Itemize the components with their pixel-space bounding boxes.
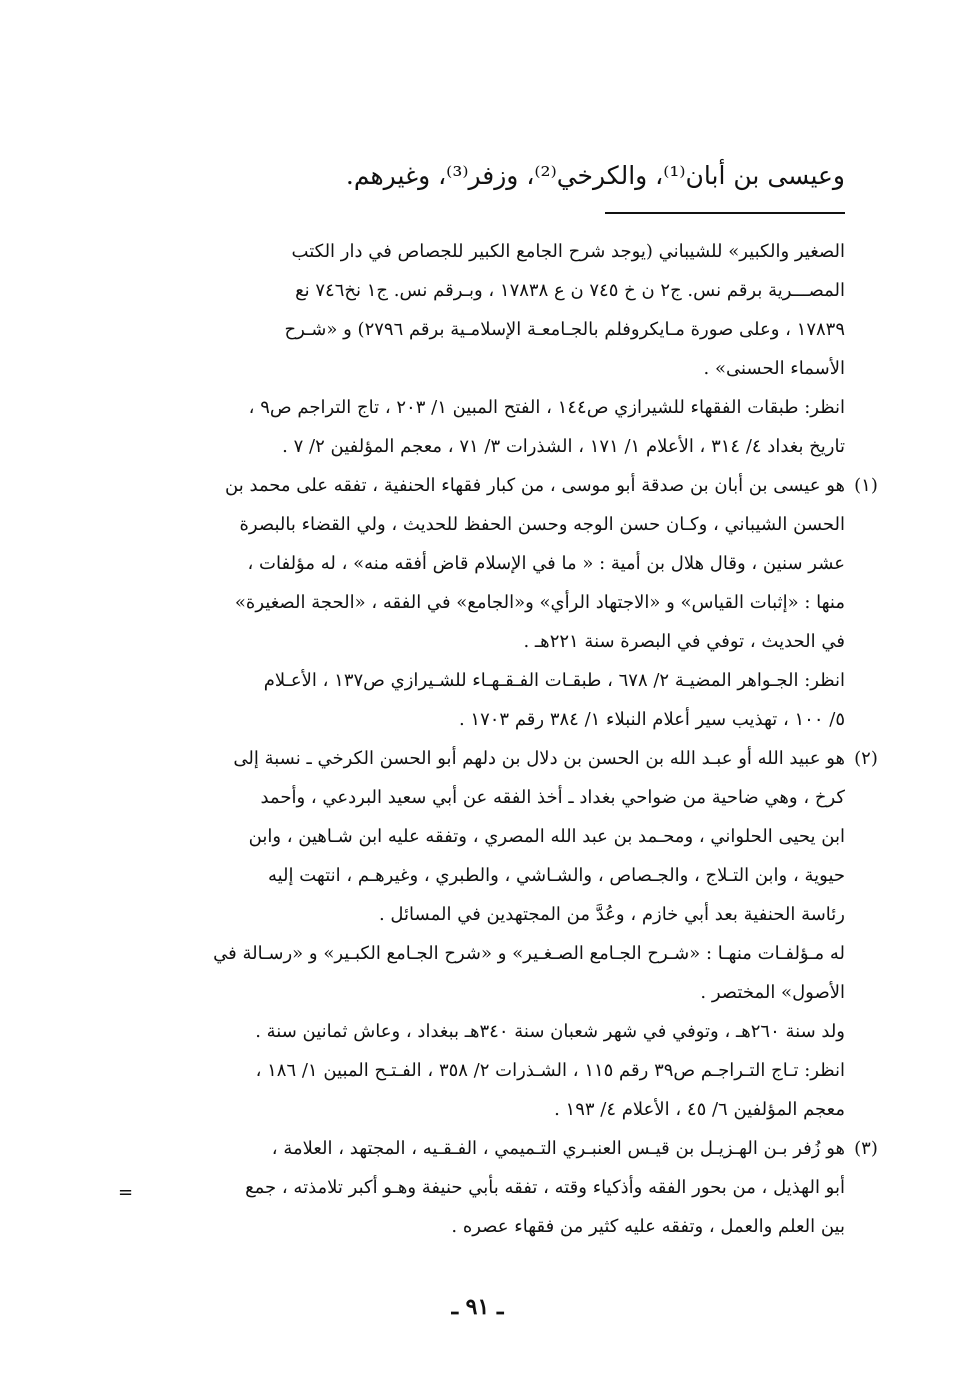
footnote-line: معجم المؤلفين ٦/ ٤٥ ، الأعلام ٤/ ١٩٣ . <box>554 1099 845 1120</box>
footnote-3 <box>100 1129 878 1246</box>
main-text-line: وعيسى بن أبان⁽¹⁾، والكرخي⁽²⁾، وزفر⁽³⁾، وغيرهم. <box>345 161 845 190</box>
footnote-line: الصغير والكبير» للشيباني (يوجد شرح الجامع الكبير للجصاص في دار الكتب <box>291 241 845 262</box>
footnote-line: كرخ ، وهي ضاحية من ضواحي بغداد ـ أخذ الفقه عن أبي سعيد البردعي ، وأحمد <box>260 787 845 808</box>
footnote-line: ابن يحيى الحلواني ، ومحـمد بن عبد الله المصري ، وتفقه عليه ابن شـاهين ، وابن <box>248 826 845 847</box>
footnote-line: أبو الهذيل ، من بحور الفقه وأذكياء وقته ، تفقه بأبي حنيفة وهـو أكبر تلامذته ، جمع <box>245 1177 845 1198</box>
footnote-line: هو عيسى بن أبان بن صدقة أبو موسى ، من كبار فقهاء الحنفية ، تفقه على محمد بن <box>225 475 845 496</box>
footnote-line: تاريخ بغداد ٤/ ٣١٤ ، الأعلام ١/ ١٧١ ، الشذرات ٣/ ٧١ ، معجم المؤلفين ٢/ ٧ . <box>282 436 845 457</box>
footnote-line: انظر: طبقات الفقهاء للشيرازي ص١٤٤ ، الفتح المبين ١/ ٢٠٣ ، تاج التراجم ص٩ ، <box>248 397 845 418</box>
footnote-line: عشر سنين ، وقال هلال بن أمية : « ما في الإسلام قاض أفقه منه» ، له مؤلفات ، <box>247 553 845 574</box>
footnote-line: منها : «إثبات القياس» و «الاجتهاد الرأي» و«الجامع» في الفقه ، «الحجة الصغيرة» <box>234 592 845 613</box>
footnote-line: انظر: الجـواهر المضيـة ٢/ ٦٧٨ ، طبقـات الفـقـهـاء للشـيرازي ص١٣٧ ، الأعـلام <box>263 670 845 691</box>
footnote-line: الأصول» المختصر . <box>700 982 845 1003</box>
footnote-number: (١) <box>854 475 878 496</box>
continuation-mark: = <box>118 1182 134 1203</box>
footnote-number: (٢) <box>854 748 878 769</box>
footnote-line: ٥/ ١٠٠ ، تهذيب سير أعلام النبلاء ١/ ٣٨٤ رقم ١٧٠٣ . <box>458 709 845 730</box>
footnote-line: الأسماء الحسنى» . <box>703 358 845 379</box>
footnote-line: انظر: تـاج التـراجـم ص٣٩ رقم ١١٥ ، الشـذرات ٢/ ٣٥٨ ، الفـتـح المبين ١/ ١٨٦ ، <box>255 1060 845 1081</box>
footnote-line: هو زُفر بـن الهـزيـل بن قيـس العنبـري التـميمي ، الفـقـيه ، المجتهد ، العلامة ، <box>271 1138 845 1159</box>
footnote-line: المصـــرية برقم نس. ج٢ ن خ ٧٤٥ ن ع ١٧٨٣٨ ، وبـرقم نس. ج١ نخ٧٤٦ نع <box>295 280 845 301</box>
footnote-2 <box>100 739 878 1129</box>
footnote-separator <box>605 212 845 214</box>
footnote-line: في الحديث ، توفي في البصرة سنة ٢٢١هـ . <box>523 631 845 652</box>
footnote-number: (٣) <box>854 1138 878 1159</box>
footnote-line: بين العلم والعمل ، وتفقه عليه كثير من فقهاء عصره . <box>451 1216 845 1237</box>
footnote-line: الحسن الشيباني ، وكـان حسن الوجه وحسن الحفظ للحديث ، ولي القضاء بالبصرة <box>239 514 845 535</box>
footnote-line: ١٧٨٣٩ ، وعلى صورة مـايكروفلم بالجـامعـة الإسلامـية برقم ٢٧٩٦) و «شـرح <box>284 319 845 340</box>
continued-footnote <box>100 232 845 466</box>
footnote-line: حيوية ، وابن التـلاج ، والجـصاص ، والشـاشي ، والطبري ، وغيرهـم ، انتهت إليه <box>267 865 845 886</box>
footnote-line: ولد سنة ٢٦٠هـ ، وتوفي في شهر شعبان سنة ٣٤٠هـ ببغداد ، وعاش ثمانين سنة . <box>255 1021 845 1042</box>
footnote-line: هو عبيد الله أو عبـد الله بن الحسن بن دلال بن دلهم أبو الحسن الكرخي ـ نسبة إلى <box>233 748 845 769</box>
footnote-line: رئاسة الحنفية بعد أبي خازم ، وعُدَّ من المجتهدين في المسائل . <box>378 904 845 925</box>
footnotes-section <box>100 232 878 1246</box>
footnote-1 <box>100 466 878 739</box>
footnote-line: له مـؤلفـات منهـا : «شـرح الجـامع الصـغـير» و «شرح الجـامع الكبـير» و «رسـالة في <box>213 943 845 964</box>
page-number: ـ ٩١ ـ <box>451 1294 504 1320</box>
